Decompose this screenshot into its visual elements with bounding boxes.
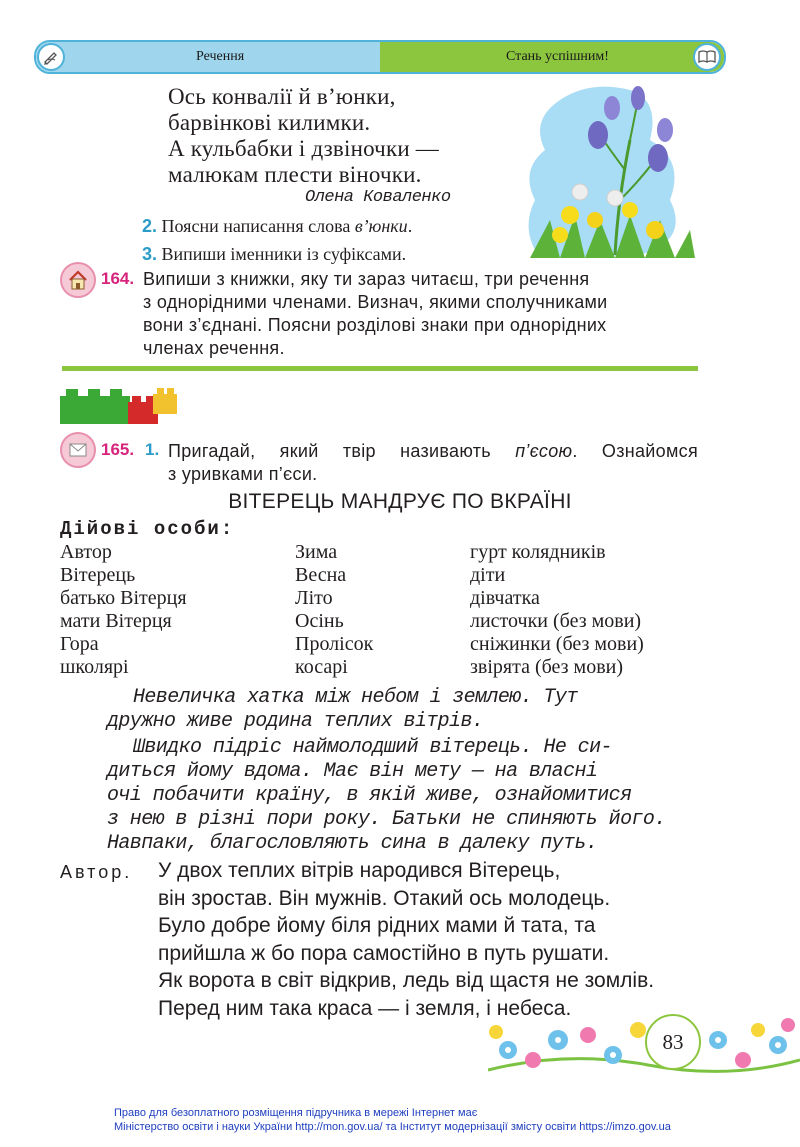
stage-direction-2 — [107, 736, 666, 856]
stage-line: дружно живе родина теплих вітрів. — [107, 710, 484, 733]
page-number: 83 — [645, 1014, 701, 1070]
exercise-line: Випиши з книжки, яку ти зараз читаєш, три речення — [143, 269, 590, 289]
task-text-end: . — [407, 216, 413, 236]
cast-member: косарі — [295, 656, 348, 678]
footer-line-2: Міністерство освіти і науки України http://mon.gov.ua/ та Інститут модернізації змісту освіти https://imzo.gov.ua — [114, 1121, 671, 1133]
cast-member: гурт колядників — [470, 541, 606, 563]
stage-direction-1 — [107, 686, 578, 734]
speech-line: він зростав. Він мужнів. Отакий ось молодець. — [158, 886, 611, 910]
exercise-line: членах речення. — [143, 338, 285, 358]
cast-column-1 — [60, 541, 187, 679]
cast-member: звірята (без мови) — [470, 656, 624, 678]
task-number: 3. — [142, 244, 158, 264]
poem-author: Олена Коваленко — [305, 188, 451, 207]
exercise-line — [168, 440, 698, 463]
cast-member: Автор — [60, 541, 112, 563]
header-rubric-title: Стань успішним! — [506, 49, 609, 64]
cast-column-3 — [470, 541, 644, 679]
exercise-164-number: 164. — [101, 269, 135, 288]
stage-line: диться йому вдома. Має він мету — на власні — [107, 760, 598, 783]
cast-heading: Дійові особи: — [60, 518, 235, 540]
cast-member: Літо — [295, 587, 333, 609]
task-italic-word: в’юнки — [354, 216, 408, 236]
cast-member: Пролісок — [295, 633, 374, 655]
exercise-line: з уривками п’єси. — [168, 464, 318, 484]
cast-member: листочки (без мови) — [470, 610, 642, 632]
flower-border-decoration — [488, 1010, 800, 1080]
task-number: 2. — [142, 216, 158, 236]
exercise-text-end: . Ознайомся — [572, 441, 698, 461]
exercise-line: вони з’єднані. Поясни розділові знаки при однорідних — [143, 315, 607, 335]
book-icon — [693, 43, 721, 71]
header-section-title: Речення — [196, 49, 245, 64]
stage-line: Швидко підріс наймолодший вітерець. Не си- — [133, 736, 612, 759]
speaker-label: Автор. — [60, 862, 133, 882]
stage-line: Невеличка хатка між небом і землею. Тут — [133, 686, 578, 709]
exercise-text: Пригадай, який твір називають — [168, 441, 516, 461]
page-header — [34, 40, 726, 74]
cast-member: Зима — [295, 541, 338, 563]
footer-line-1: Право для безоплатного розміщення підручника в мережі Інтернет має — [114, 1107, 478, 1119]
exercise-165-number: 165. — [101, 440, 135, 459]
author-speech — [158, 857, 654, 1022]
cast-member: мати Вітерця — [60, 610, 172, 632]
reading-task-icon — [60, 432, 96, 468]
speech-line: Перед ним така краса — і земля, і небеса. — [158, 996, 572, 1020]
speech-line: прийшла ж бо пора самостійно в путь рушати. — [158, 941, 610, 965]
speech-line: Як ворота в світ відкрив, ледь від щастя не зомлів. — [158, 969, 655, 992]
section-divider — [62, 366, 698, 371]
speech-line: У двох теплих вітрів народився Вітерець, — [158, 859, 561, 882]
poem-line: А кульбабки і дзвіночки — — [168, 136, 439, 161]
task-3 — [142, 243, 406, 265]
home-task-icon — [60, 262, 96, 298]
stage-line: з нею в різні пори року. Батьки не спиняють його. — [107, 808, 666, 831]
cast-member: батько Вітерця — [60, 587, 187, 609]
poem — [168, 84, 439, 188]
exercise-italic-word: п’єсою — [515, 441, 573, 461]
cast-member: Осінь — [295, 610, 344, 632]
exercise-line: з однорідними членами. Визнач, якими сполучниками — [143, 292, 608, 312]
task-text: Поясни написання слова — [161, 216, 355, 236]
stage-line: Навпаки, благословляють сина в далеку путь. — [107, 832, 598, 855]
cast-member: Вітерець — [60, 564, 136, 586]
poem-line: малюкам плести віночки. — [168, 162, 422, 187]
poem-line: барвінкові килимки. — [168, 110, 371, 135]
lego-blocks-icon — [58, 384, 182, 426]
poem-line: Ось конвалії й в’юнки, — [168, 84, 396, 109]
stage-line: очі побачити країну, в якій живе, ознайомитися — [107, 784, 632, 807]
bellflower-illustration — [520, 80, 700, 260]
task-text: Випиши іменники із суфіксами. — [161, 244, 407, 264]
cast-column-2 — [295, 541, 373, 679]
cast-member: школярі — [60, 656, 129, 678]
play-title: ВІТЕРЕЦЬ МАНДРУЄ ПО ВКРАЇНІ — [228, 490, 572, 513]
cast-member: дівчатка — [470, 587, 540, 609]
speech-line: Було добре йому біля рідних мами й тата, та — [158, 914, 596, 937]
exercise-165-subnumber: 1. — [145, 440, 160, 459]
task-2 — [142, 215, 412, 237]
exercise-164-text — [143, 268, 698, 360]
cast-member: Весна — [295, 564, 347, 586]
cast-member: сніжинки (без мови) — [470, 633, 644, 655]
cast-member: діти — [470, 564, 506, 586]
exercise-165-text — [168, 440, 698, 486]
cast-member: Гора — [60, 633, 99, 655]
pen-icon — [37, 43, 65, 71]
